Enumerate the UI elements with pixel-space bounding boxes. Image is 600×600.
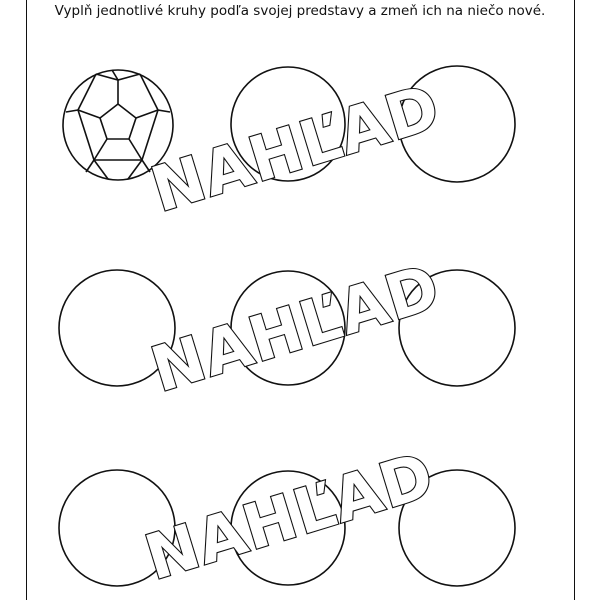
watermark-text: NAHĽAD	[143, 249, 449, 407]
watermark-text: NAHĽAD	[143, 69, 449, 227]
instruction-text: Vyplň jednotlivé kruhy podľa svojej predstavy a zmeň ich na niečo nové.	[54, 3, 546, 19]
watermark-text: NAHĽAD	[137, 437, 443, 595]
